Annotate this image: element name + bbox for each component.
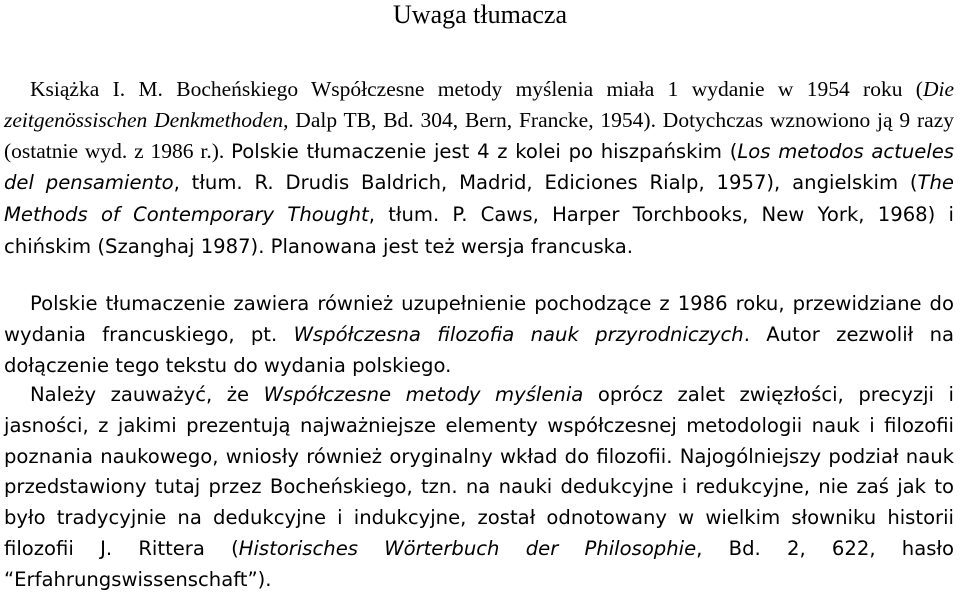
p3-italic-c: Historisches Wörterbuch der Philosophie (238, 536, 697, 560)
p1-text-d: , tłum. R. Drudis Baldrich, Madrid, Ediciones Rialp, 1957), angielskim ( (173, 171, 918, 195)
p3-text-b: oprócz zalet zwięzłości, precyzji i jasności, z jakimi prezentują najważniejsze elementy współczesnej metodologii nauk i filozofii poznania naukowego, wniosły również oryginalny wkład do filozofii. (4, 383, 954, 468)
paragraph-1 (4, 74, 954, 263)
p1-text-e: , tłum. P. Caws, Harper Torchbooks, New York, 1968) i chińskim (Szanghaj 1987). Planowana jest też wersja francuska. (4, 203, 954, 258)
p1-italic-d: The Methods of Contemporary Thought (4, 171, 954, 227)
p1-italic-a: Die zeitgenössischen Denkmethoden (4, 77, 954, 132)
p2-text-b: . Autor zezwolił na dołączenie tego tekstu do wydania polskiego. (4, 322, 955, 377)
page-title: Uwaga tłumacza (393, 0, 567, 29)
p1-text-a: Książka I. M. Bocheńskiego Współczesne metody myślenia miała 1 wydanie w 1954 roku ( (30, 77, 923, 101)
p3-text-c: Najogólniejszy podział nauk przedstawiony tutaj przez Bocheńskiego, tzn. na nauki dedukcyjne i redukcyjne, nie zaś jak to było tradycyjnie na dedukcyjne i indukcyjne, został odnotowany w wielkim słowniku historii filozofii J. Rittera ( (4, 444, 955, 560)
p3-italic-a: Współczesne metody myślenia (263, 383, 584, 406)
paragraph-3 (4, 380, 954, 596)
p1-text-c: Polskie tłumaczenie jest 4 z kolei po hiszpańskim ( (231, 139, 738, 163)
p3-text-a: Należy zauważyć, że (30, 383, 264, 406)
paragraph-2 (4, 289, 954, 381)
p2-text-a: Polskie tłumaczenie zawiera również uzupełnienie pochodzące z 1986 roku, przewidziane do wydania francuskiego, pt. (4, 292, 954, 346)
p1-text-b: , Dalp TB, Bd. 304, Bern, Francke, 1954). Dotychczas wznowiono ją 9 razy (ostatnie wyd. z 1986 r.). (4, 107, 954, 163)
p2-italic-a: Współczesna filozofia nauk przyrodniczych (293, 322, 744, 346)
p1-italic-c: Los metodos actueles del pensamiento (4, 139, 955, 195)
p3-text-d: , Bd. 2, 622, hasło “Erfahrungswissenschaft”). (4, 536, 954, 591)
